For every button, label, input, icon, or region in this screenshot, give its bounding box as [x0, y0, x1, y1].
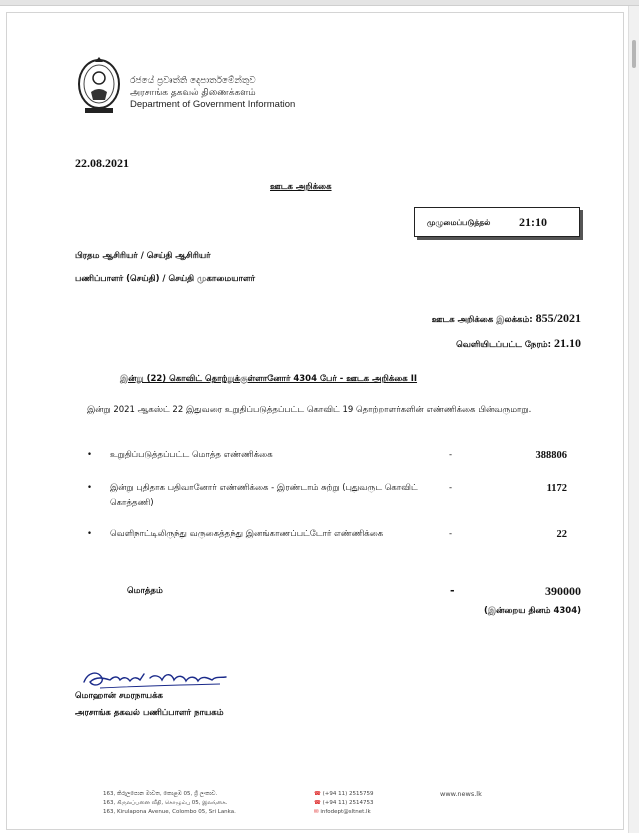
- document-heading: ஊடக அறிக்கை: [270, 182, 332, 192]
- published-time-value: 21.10: [554, 336, 581, 350]
- item-value: 22: [556, 529, 567, 540]
- phone-icon: ☎: [314, 791, 323, 797]
- footer-address-tamil: 163, கிருலப்பனை வீதி, கொழும்பு 05, இலங்கை.: [103, 800, 228, 806]
- item-value: 388806: [535, 450, 567, 461]
- item-dash: -: [449, 483, 453, 493]
- footer-email: infodept@sltnet.lk: [320, 809, 371, 815]
- item-text: இன்று புதிதாக பதிவானோர் எண்ணிக்கை - இரண்டாம் சுற்று (புதுவருட கொவிட் கொத்தணி): [110, 483, 418, 508]
- signatory-name: மொஹான் சமரநாயக்க: [75, 691, 163, 701]
- total-value: 390000: [545, 584, 581, 598]
- completion-time-box: [414, 207, 580, 237]
- department-header: [130, 75, 295, 111]
- bullet-icon: •: [87, 450, 93, 460]
- recipient-line-1: பிரதம ஆசிரியர் / செய்தி ஆசிரியர்: [75, 251, 211, 261]
- scrollbar-thumb[interactable]: [632, 40, 636, 68]
- signatory-title: அரசாங்க தகவல் பணிப்பாளர் நாயகம்: [75, 708, 224, 718]
- handwritten-signature: [80, 664, 230, 694]
- intro-paragraph: இன்று 2021 ஆகஸ்ட் 22 இதுவரை உறுதிப்படுத்தப்பட்ட கொவிட் 19 தொற்றாளர்களின் எண்ணிக்கை பின்வருமாறு.: [87, 405, 532, 415]
- email-icon: ✉: [314, 809, 321, 815]
- completion-time-label: முழுமைப்படுத்தல்: [427, 218, 491, 227]
- footer-address-sinhala: 163, කිරුලපොන මාවත, කොළඹ 05, ශ්‍රී ලංකාව.: [103, 791, 218, 797]
- completion-time-value: 21:10: [519, 215, 547, 229]
- item-dash: -: [449, 450, 453, 460]
- department-name-sinhala: රජයේ ප්‍රවෘත්ති දෙපාර්තමේන්තුව: [130, 76, 256, 86]
- vertical-scrollbar[interactable]: [628, 6, 639, 833]
- footer-address-english: 163, Kirulapona Avenue, Colombo 05, Sri Lanka.: [103, 809, 236, 815]
- published-time-label: வெளியிடப்பட்ட நேரம்:: [456, 340, 552, 350]
- department-name-english: Department of Government Information: [130, 99, 296, 110]
- release-date: 22.08.2021: [75, 156, 129, 170]
- item-value: 1172: [546, 483, 567, 494]
- media-release-number: [432, 311, 581, 326]
- footer-addresses: [103, 790, 236, 817]
- release-number-label: ஊடக அறிக்கை இலக்கம்:: [431, 315, 533, 325]
- recipient-line-2: பணிப்பாளர் (செய்தி) / செய்தி முகாமையாளர்: [75, 274, 256, 284]
- bullet-icon: •: [87, 483, 93, 493]
- item-text: உறுதிப்படுத்தப்பட்ட மொத்த எண்ணிக்கை: [110, 450, 273, 460]
- subject-line: இன்று (22) கொவிட் தொற்றுக்குள்ளானோர் 4304 பேர் - ஊடக அறிக்கை II: [120, 374, 418, 384]
- total-dash: -: [450, 584, 455, 597]
- viewer-top-bar: [0, 0, 639, 6]
- footer-website: www.news.lk: [440, 790, 482, 798]
- department-name-tamil: அரசாங்க தகவல் திணைக்களம்: [130, 88, 256, 98]
- item-dash: -: [449, 529, 453, 539]
- phone-icon: ☎: [314, 800, 323, 806]
- bullet-icon: •: [87, 529, 93, 539]
- footer-phone-2: (+94 11) 2514753: [322, 800, 374, 806]
- today-count-note: (இன்றைய தினம் 4304): [483, 606, 581, 616]
- item-text: வெளிநாட்டிலிருந்து வருகைத்தந்து இனங்காணப்பட்டோர் எண்ணிக்கை: [110, 529, 384, 539]
- government-emblem-logo: [75, 56, 123, 116]
- footer-contacts: [314, 790, 374, 817]
- total-label: மொத்தம்: [127, 586, 163, 596]
- footer-phone-1: (+94 11) 2515759: [322, 791, 374, 797]
- release-number-value: 855/2021: [535, 311, 581, 325]
- published-time: [456, 336, 581, 351]
